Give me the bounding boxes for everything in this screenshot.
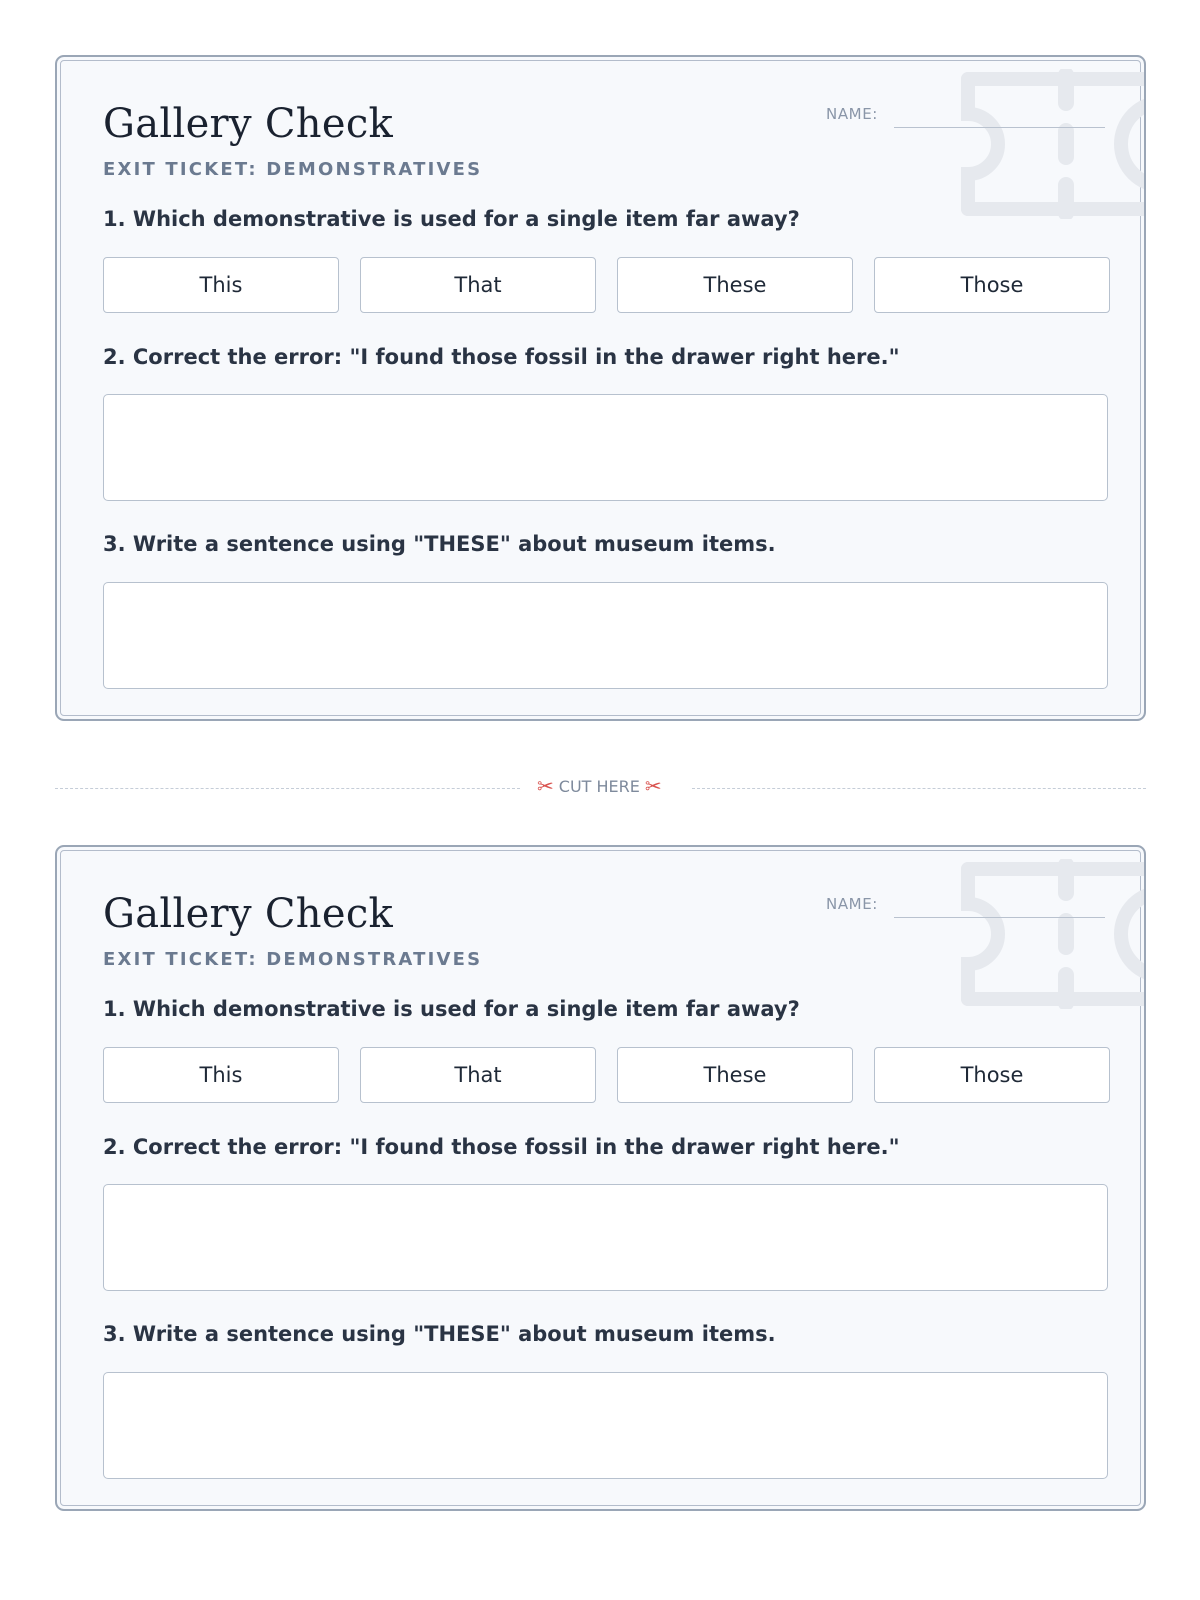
dashed-line-right (692, 788, 1146, 789)
question-2: 2. Correct the error: "I found those fossil in the drawer right here." (103, 1135, 900, 1159)
answer-box-2[interactable] (103, 1184, 1108, 1291)
ticket-subtitle: EXIT TICKET: DEMONSTRATIVES (103, 949, 483, 970)
option-those-button[interactable]: Those (874, 1047, 1110, 1103)
name-label: NAME: (826, 105, 878, 123)
answer-box-3[interactable] (103, 582, 1108, 689)
option-this-button[interactable]: This (103, 257, 339, 313)
option-these-button[interactable]: These (617, 1047, 853, 1103)
ticket-watermark-icon (958, 69, 1146, 219)
option-these-button[interactable]: These (617, 257, 853, 313)
exit-ticket (55, 55, 1146, 721)
name-field-line[interactable] (894, 127, 1105, 128)
question-3: 3. Write a sentence using "THESE" about museum items. (103, 1322, 776, 1346)
option-that-button[interactable]: That (360, 257, 596, 313)
option-those-button[interactable]: Those (874, 257, 1110, 313)
cut-label (537, 776, 662, 796)
scissors-icon: ✂ (537, 774, 554, 798)
cut-divider (55, 766, 1146, 800)
ticket-title: Gallery Check (103, 101, 394, 147)
exit-ticket (55, 845, 1146, 1511)
ticket-subtitle: EXIT TICKET: DEMONSTRATIVES (103, 159, 483, 180)
name-field-line[interactable] (894, 917, 1105, 918)
answer-box-2[interactable] (103, 394, 1108, 501)
scissors-icon: ✂ (644, 774, 662, 798)
option-this-button[interactable]: This (103, 1047, 339, 1103)
question-2: 2. Correct the error: "I found those fossil in the drawer right here." (103, 345, 900, 369)
question-3: 3. Write a sentence using "THESE" about museum items. (103, 532, 776, 556)
dashed-line-left (55, 788, 520, 789)
question-1: 1. Which demonstrative is used for a single item far away? (103, 997, 800, 1021)
option-that-button[interactable]: That (360, 1047, 596, 1103)
ticket-title: Gallery Check (103, 891, 394, 937)
answer-box-3[interactable] (103, 1372, 1108, 1479)
cut-here-text: CUT HERE (558, 776, 640, 796)
question-1: 1. Which demonstrative is used for a single item far away? (103, 207, 800, 231)
ticket-watermark-icon (958, 859, 1146, 1009)
name-label: NAME: (826, 895, 878, 913)
